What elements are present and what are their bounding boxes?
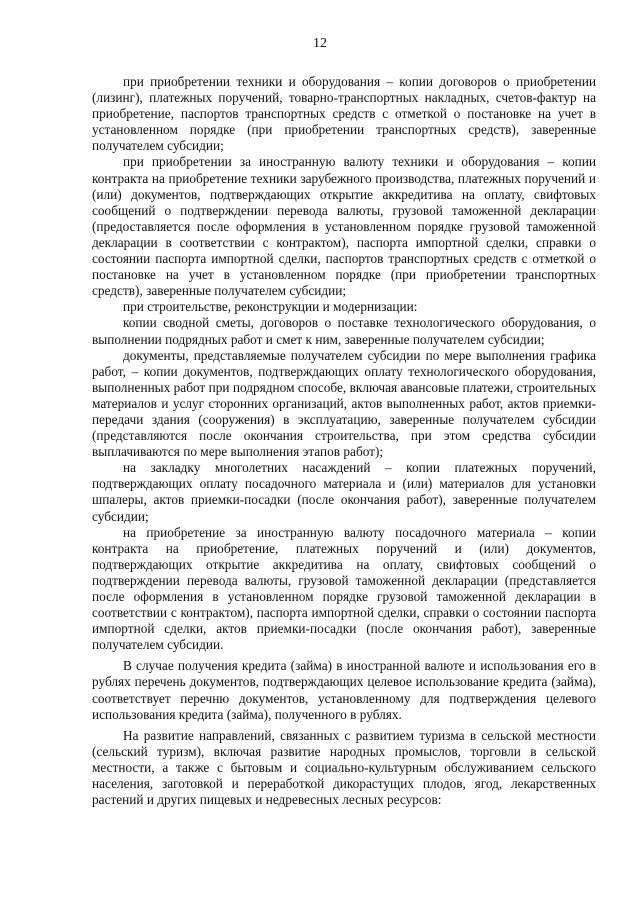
document-body [92, 74, 596, 808]
paragraph-work-schedule-documents: документы, представляемые получателем субсидии по мере выполнения графика работ, – копии документов, подтверждающих оплату технологического оборудования, выполненных работ при подрядном способе, включая авансовые платежи, строительных материалов и услуг сторонних организаций, актов выполненных работ, актов приемки-передачи здания (сооружения) в эксплуатацию, заверенные получателем субсидии (представляются после окончания строительства, при этом средства субсидии выплачиваются по мере выполнения этапов работ); [92, 347, 596, 460]
paragraph-perennial-plantings: на закладку многолетних насаждений – копии платежных поручений, подтверждающих оплату посадочного материала и (или) материалов для установки шпалеры, актов приемки-посадки (после окончания работ), заверенные получателем субсидии; [92, 460, 596, 524]
paragraph-foreign-currency-loan: В случае получения кредита (займа) в иностранной валюте и использования его в рублях перечень документов, подтверждающих целевое использование кредита (займа), соответствует перечню документов, установленному для подтверждения целевого использования кредита (займа), полученного в рублях. [92, 658, 596, 722]
paragraph-construction-heading: при строительстве, реконструкции и модернизации: [123, 299, 418, 315]
paragraph-rural-tourism: На развитие направлений, связанных с развитием туризма в сельской местности (сельский туризм), включая развитие народных промыслов, торговли в сельской местности, а также с бытовым и социально-культурным обслуживанием сельского населения, заготовкой и переработкой дикорастущих плодов, ягод, лекарственных растений и других пищевых и недревесных лесных ресурсов: [92, 727, 596, 808]
page-number: 12 [313, 36, 327, 51]
paragraph-foreign-planting-material: на приобретение за иностранную валюту посадочного материала – копии контракта на приобретение, платежных поручений и (или) документов, подтверждающих открытие аккредитива на оплату, свифтовых сообщений о подтверждении перевода валюты, грузовой таможенной декларации (представляется после оформления в установленном порядке грузовой таможенной декларации в соответствии с контрактом), паспорта импортной сделки, справки о состоянии паспорта импортной сделки, актов приемки-посадки (после окончания работ), заверенные получателем субсидии. [92, 524, 596, 653]
paragraph-estimate-copies: копии сводной сметы, договоров о поставке технологического оборудования, о выполнении подрядных работ и смет к ним, заверенные получателем субсидии; [92, 315, 596, 347]
paragraph-equipment-purchase: при приобретении техники и оборудования – копии договоров о приобретении (лизинг), платежных поручений, товарно-транспортных накладных, счетов-фактур на приобретение, паспортов транспортных средств с отметкой о постановке на учет в установленном порядке (при приобретении транспортных средств), заверенные получателем субсидии; [92, 74, 596, 154]
paragraph-foreign-currency-equipment: при приобретении за иностранную валюту техники и оборудования – копии контракта на приобретение техники зарубежного производства, платежных поручений и (или) документов, подтверждающих открытие аккредитива на оплату, свифтовых сообщений о подтверждении перевода валюты, грузовой таможенной декларации (предоставляется после оформления в установленном порядке грузовой таможенной декларации в соответствии с контрактом), паспорта импортной сделки, справки о состоянии паспорта импортной сделки, паспортов транспортных средств с отметкой о постановке на учет в установленном порядке (при приобретении транспортных средств), заверенные получателем субсидии; [92, 154, 596, 299]
